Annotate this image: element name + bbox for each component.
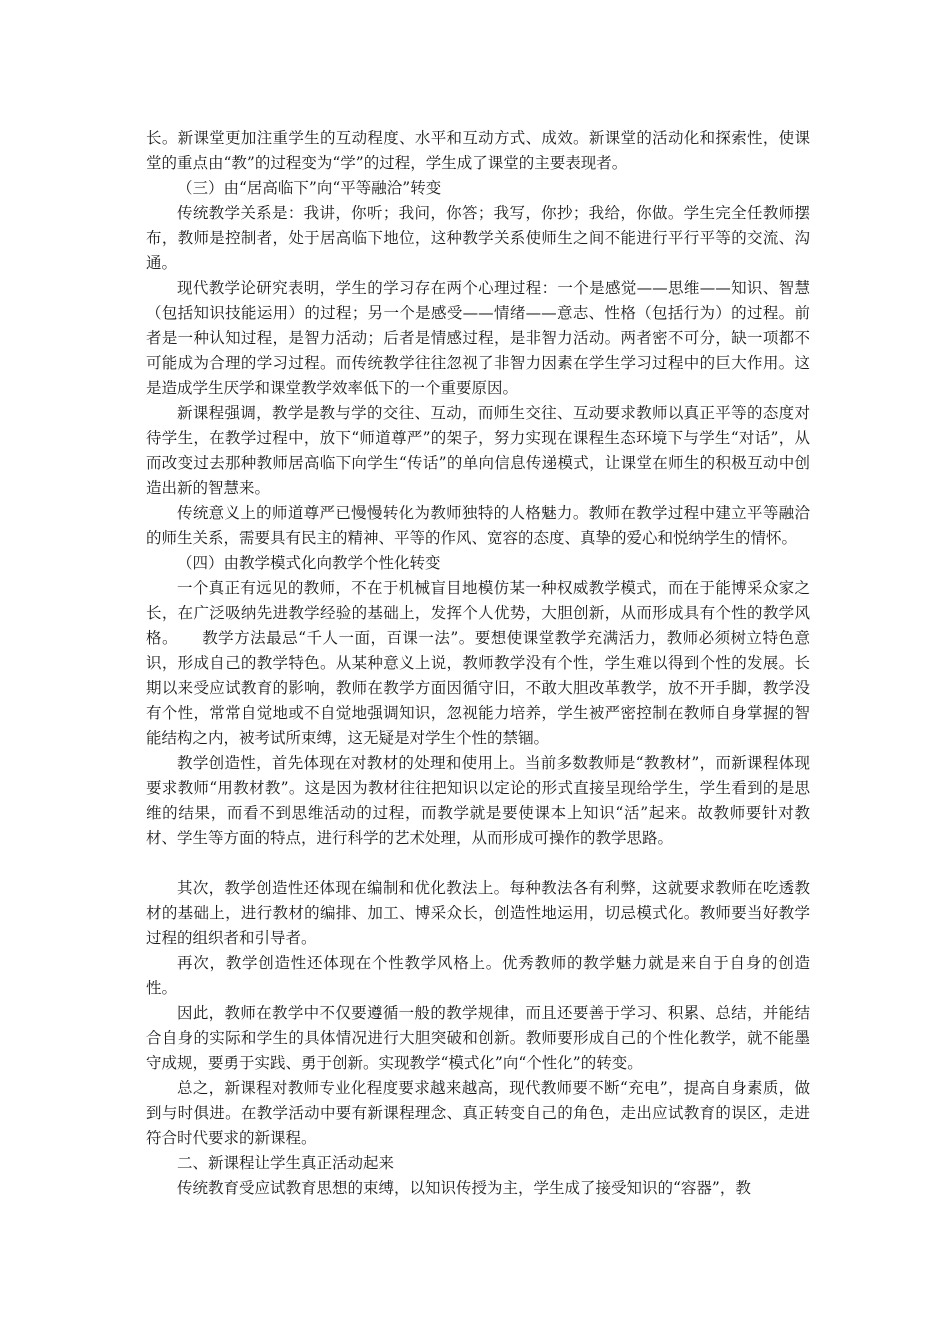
body-paragraph: 总之，新课程对教师专业化程度要求越来越高，现代教师要不断“充电”，提高自身素质，做到与时俱进。在教学活动中要有新课程理念、真正转变自己的角色，走出应试教育的误区，走进符合时代要求的新课程。: [146, 1079, 810, 1147]
section-heading: 二、新课程让学生真正活动起来: [177, 1154, 395, 1172]
body-paragraph: 传统意义上的师道尊严已慢慢转化为教师独特的人格魅力。教师在教学过程中建立平等融洽的师生关系，需要具有民主的精神、平等的作风、宽容的态度、真挚的爱心和悦纳学生的情怀。: [146, 504, 810, 547]
body-paragraph: 一个真正有远见的教师，不在于机械盲目地模仿某一种权威教学模式，而在于能博采众家之长，在广泛吸纳先进教学经验的基础上，发挥个人优势，大胆创新，从而形成具有个性的教学风格。 教学方法最忌“千人一面，百课一法”。要想使课堂教学充满活力，教师必须树立特色意识，形成自己的教学特色。从某种意义上说，教师教学没有个性，学生难以得到个性的发展。长期以来受应试教育的影响，教师在教学方面因循守旧，不敢大胆改革教学，放不开手脚，教学没有个性，常常自觉地或不自觉地强调知识，忽视能力培养，学生被严密控制在教师自身掌握的智能结构之内，被考试所束缚，这无疑是对学生个性的禁锢。: [146, 579, 810, 747]
body-paragraph: 新课程强调，教学是教与学的交往、互动，而师生交往、互动要求教师以真正平等的态度对待学生，在教学过程中，放下“师道尊严”的架子，努力实现在课程生态环境下与学生“对话”，从而改变过去那种教师居高临下向学生“传话”的单向信息传递模式，让课堂在师生的积极互动中创造出新的智慧来。: [146, 404, 810, 497]
section-heading: （三）由“居高临下”向“平等融洽”转变: [177, 179, 442, 197]
body-paragraph: 传统教育受应试教育思想的束缚，以知识传授为主，学生成了接受知识的“容器”，教: [177, 1179, 751, 1197]
body-paragraph: 其次，教学创造性还体现在编制和优化教法上。每种教法各有利弊，这就要求教师在吃透教材的基础上，进行教材的编排、加工、博采众长，创造性地运用，切忌模式化。教师要当好教学过程的组织者和引导者。: [146, 879, 810, 947]
body-paragraph: 现代教学论研究表明，学生的学习存在两个心理过程：一个是感觉——思维——知识、智慧（包括知识技能运用）的过程；另一个是感受——情绪——意志、性格（包括行为）的过程。前者是一种认知过程，是智力活动；后者是情感过程，是非智力活动。两者密不可分，缺一项都不可能成为合理的学习过程。而传统教学往往忽视了非智力因素在学生学习过程中的巨大作用。这是造成学生厌学和课堂教学效率低下的一个重要原因。: [146, 279, 810, 397]
document-page: [146, 126, 810, 1201]
body-paragraph: 再次，教学创造性还体现在个性教学风格上。优秀教师的教学魅力就是来自于自身的创造性。: [146, 954, 810, 997]
body-paragraph: 因此，教师在教学中不仅要遵循一般的教学规律，而且还要善于学习、积累、总结，并能结合自身的实际和学生的具体情况进行大胆突破和创新。教师要形成自己的个性化教学，就不能墨守成规，要勇于实践、勇于创新。实现教学“模式化”向“个性化”的转变。: [146, 1004, 810, 1072]
paragraph-gap: [146, 851, 810, 876]
body-paragraph: 教学创造性，首先体现在对教材的处理和使用上。当前多数教师是“教教材”，而新课程体现要求教师“用教材教”。这是因为教材往往把知识以定论的形式直接呈现给学生，学生看到的是思维的结果，而看不到思维活动的过程，而教学就是要使课本上知识“活”起来。故教师要针对教材、学生等方面的特点，进行科学的艺术处理，从而形成可操作的教学思路。: [146, 754, 810, 847]
section-heading: （四）由教学模式化向教学个性化转变: [177, 554, 441, 572]
body-paragraph: 传统教学关系是：我讲，你听；我问，你答；我写，你抄；我给，你做。学生完全任教师摆布，教师是控制者，处于居高临下地位，这种教学关系使师生之间不能进行平行平等的交流、沟通。: [146, 204, 810, 272]
body-paragraph: 长。新课堂更加注重学生的互动程度、水平和互动方式、成效。新课堂的活动化和探索性，使课堂的重点由“教”的过程变为“学”的过程，学生成了课堂的主要表现者。: [146, 129, 810, 172]
